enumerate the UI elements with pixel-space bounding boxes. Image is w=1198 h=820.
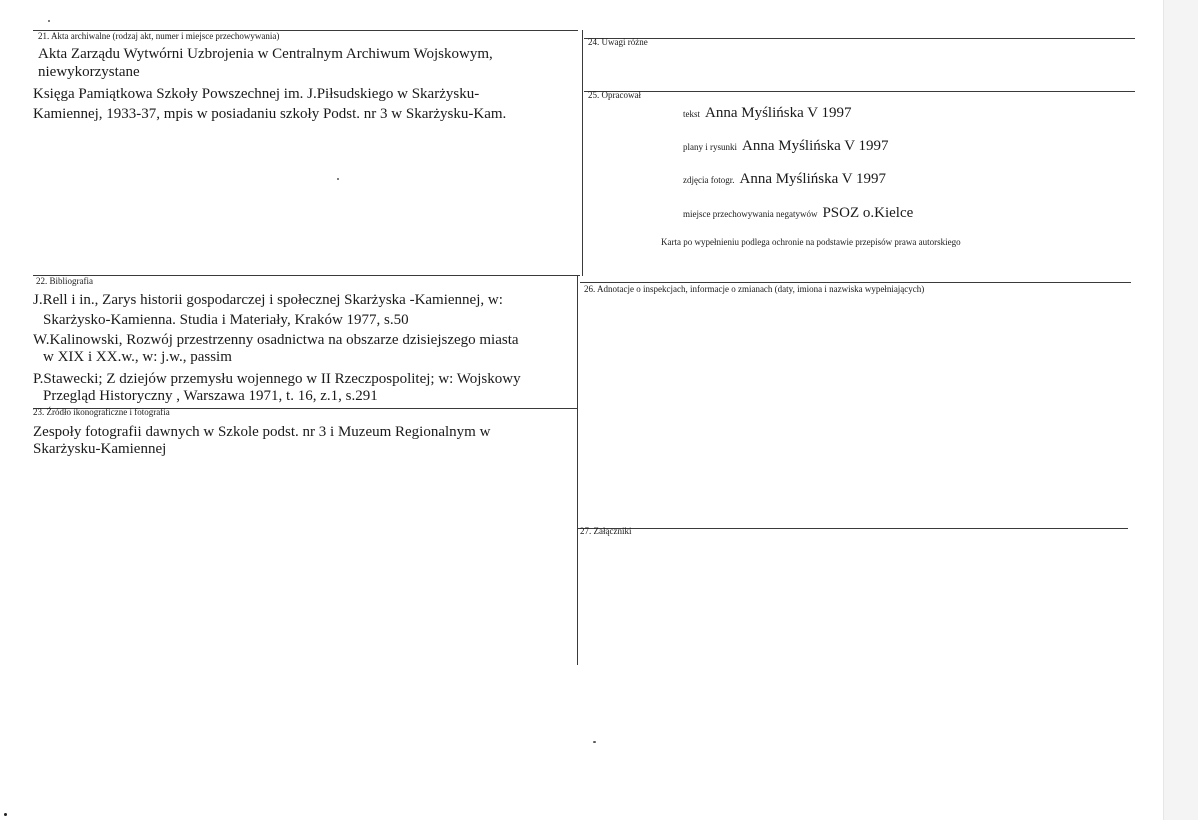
section-27-label: 27. Załączniki (580, 526, 632, 536)
author-row-value: PSOZ o.Kielce (822, 205, 914, 221)
bibliography-line: J.Rell i in., Zarys historii gospodarczej i społecznej Skarżyska -Kamiennej, w: (33, 292, 503, 308)
column-divider-lower (577, 275, 578, 665)
rule-26-top (580, 282, 1131, 283)
bibliography-line: W.Kalinowski, Rozwój przestrzenny osadnictwa na obszarze dzisiejszego miasta (33, 332, 519, 348)
author-row (683, 104, 852, 122)
column-divider-upper (582, 30, 583, 276)
section-21-line: Kamiennej, 1933-37, mpis w posiadaniu szkoły Podst. nr 3 w Skarżysku-Kam. (33, 106, 507, 122)
author-row-value: Anna Myślińska V 1997 (742, 138, 889, 154)
section-21-line: Akta Zarządu Wytwórni Uzbrojenia w Centralnym Archiwum Wojskowym, (38, 46, 493, 62)
copyright-note: Karta po wypełnieniu podlega ochronie na podstawie przepisów prawa autorskiego (661, 237, 961, 247)
section-22-label: 22. Bibliografia (36, 276, 93, 286)
iconography-line: Zespoły fotografii dawnych w Szkole podst. nr 3 i Muzeum Regionalnym w (33, 424, 491, 440)
bibliography-line: P.Stawecki; Z dziejów przemysłu wojennego w II Rzeczpospolitej; w: Wojskowy (33, 371, 521, 387)
author-row-key: plany i rysunki (683, 142, 737, 152)
scan-speck (593, 741, 596, 743)
rule-22-top (33, 275, 580, 276)
author-row-key: tekst (683, 109, 700, 119)
scan-speck (337, 178, 339, 180)
iconography-line: Skarżysku-Kamiennej (33, 441, 167, 457)
section-21-line: Księga Pamiątkowa Szkoły Powszechnej im. J.Piłsudskiego w Skarżysku- (33, 86, 480, 102)
scan-speck (48, 20, 50, 22)
rule-27-top (577, 528, 1128, 529)
author-row (683, 137, 889, 155)
bibliography-line: w XIX i XX.w., w: j.w., passim (43, 349, 232, 365)
section-25-label: 25. Opracował (588, 90, 641, 100)
bibliography-line: Skarżysko-Kamienna. Studia i Materiały, Kraków 1977, s.50 (43, 312, 409, 328)
scan-edge (1163, 0, 1198, 820)
author-row-value: Anna Myślińska V 1997 (705, 105, 852, 121)
rule-top-right (584, 38, 1135, 39)
author-row (683, 170, 886, 188)
section-24-label: 24. Uwagi różne (588, 37, 648, 47)
section-23-label: 23. Źródło ikonograficzne i fotografia (33, 407, 170, 417)
scan-speck (4, 813, 7, 816)
section-26-label: 26. Adnotacje o inspekcjach, informacje o zmianach (daty, imiona i nazwiska wypełniających) (584, 284, 925, 294)
section-21-line: niewykorzystane (38, 64, 140, 80)
author-row-value: Anna Myślińska V 1997 (739, 171, 887, 187)
author-row-key: miejsce przechowywania negatywów (683, 209, 818, 219)
bibliography-line: Przegląd Historyczny , Warszawa 1971, t. 16, z.1, s.291 (43, 388, 378, 404)
rule-25-top (584, 91, 1135, 92)
section-21-label: 21. Akta archiwalne (rodzaj akt, numer i miejsce przechowywania) (38, 31, 280, 41)
author-row-key: zdjęcia fotogr. (683, 175, 735, 185)
author-row (683, 204, 913, 222)
